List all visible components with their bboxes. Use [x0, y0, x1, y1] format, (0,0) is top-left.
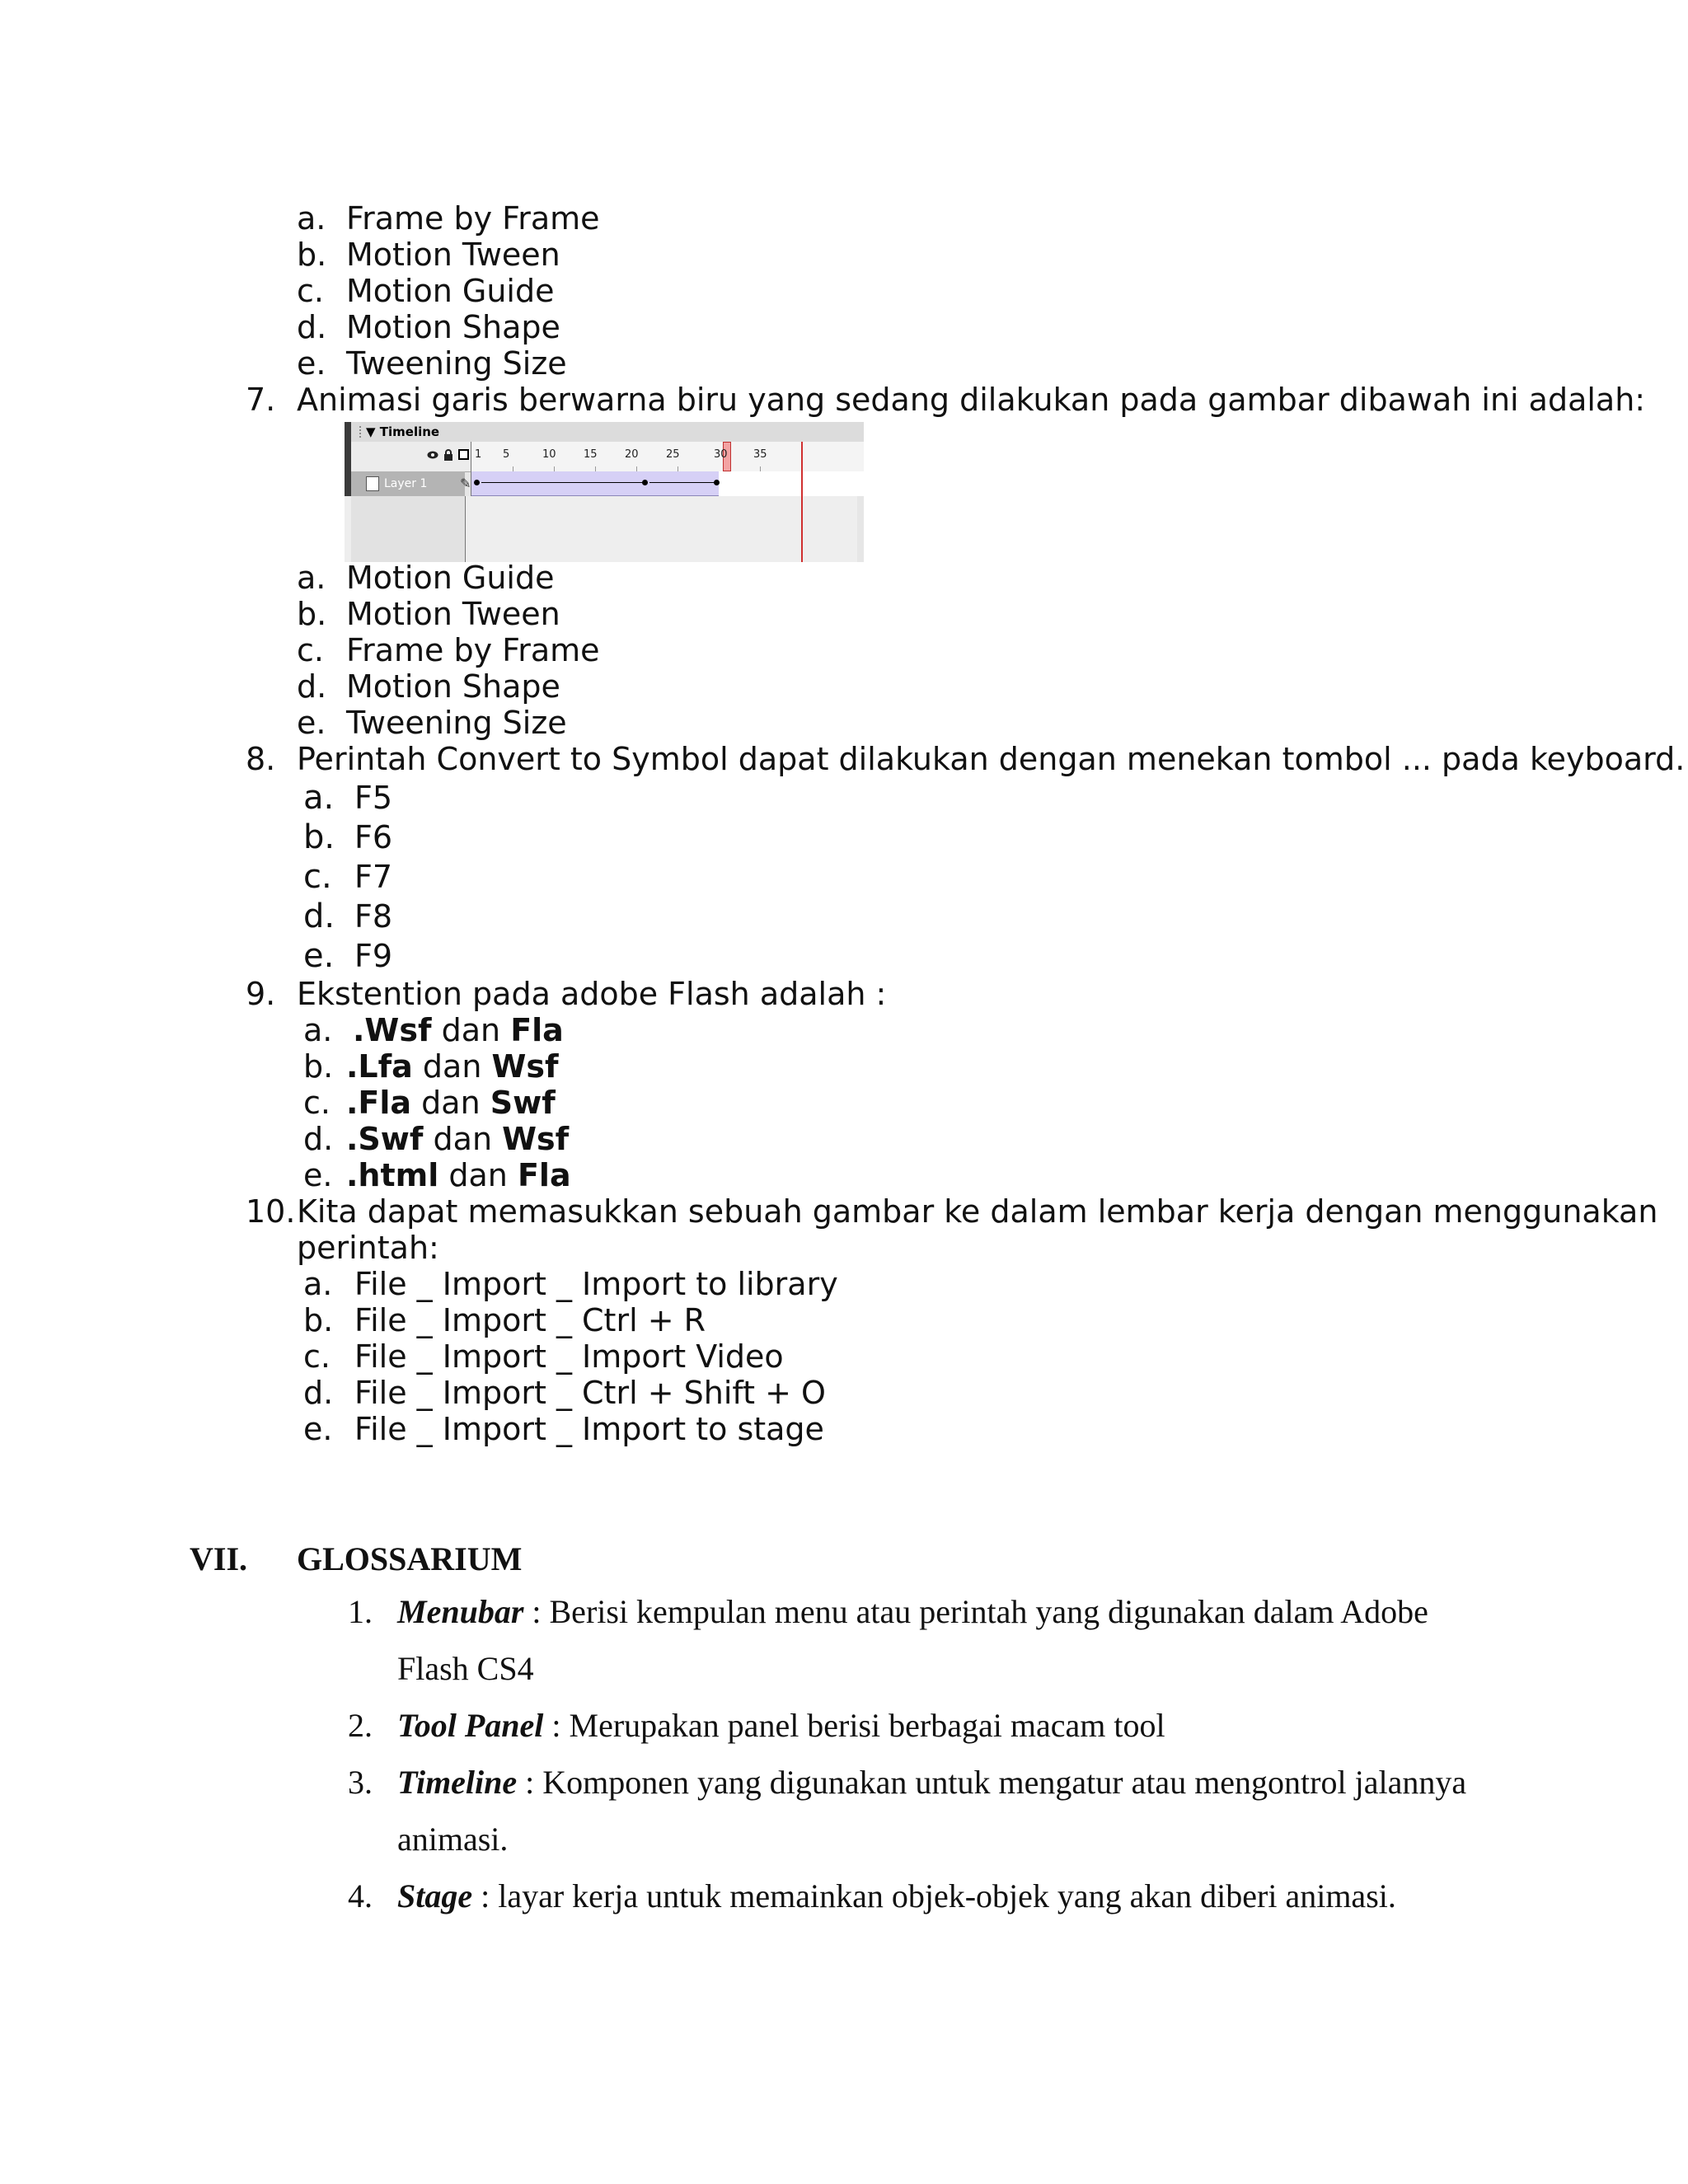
- connector: dan: [448, 1157, 508, 1193]
- question-text: perintah:: [297, 1230, 439, 1266]
- option-text: Frame by Frame: [346, 200, 600, 237]
- connector: dan: [422, 1048, 482, 1085]
- glossary-term: Timeline: [397, 1764, 518, 1801]
- glossary-definition: : Komponen yang digunakan untuk mengatur atau mengontrol jalannya: [517, 1764, 1467, 1801]
- option-text: Motion Guide: [346, 273, 555, 309]
- item-line: [397, 1704, 1165, 1747]
- glossary-term: Stage: [397, 1877, 473, 1915]
- connector: dan: [421, 1085, 481, 1121]
- extension: .Wsf: [353, 1012, 432, 1048]
- option-text: [353, 1012, 564, 1048]
- glossary-term: Menubar: [397, 1593, 524, 1630]
- layer-page-icon: [366, 476, 379, 491]
- option-text: F7: [354, 859, 393, 895]
- option-text: Motion Tween: [346, 596, 560, 632]
- extension: Wsf: [502, 1121, 570, 1157]
- extension: .Fla: [346, 1085, 412, 1121]
- option-letter: b.: [297, 596, 327, 632]
- extension: Wsf: [491, 1048, 559, 1085]
- question-number: 7.: [246, 382, 276, 418]
- option-letter: c.: [297, 632, 324, 668]
- item-number: 4.: [348, 1877, 373, 1915]
- option-text: Motion Shape: [346, 309, 560, 345]
- pencil-icon: ✎: [460, 476, 471, 491]
- section-number: VII.: [190, 1540, 248, 1577]
- keyframe-dot: [474, 480, 480, 485]
- section-title: GLOSSARIUM: [297, 1540, 523, 1577]
- option-letter: d.: [297, 309, 327, 345]
- option-letter: b.: [303, 1048, 334, 1085]
- eye-icon: [427, 450, 438, 460]
- option-text: File _ Import _ Import Video: [354, 1338, 784, 1375]
- option-letter: c.: [303, 1085, 331, 1121]
- item-number: 3.: [348, 1764, 373, 1801]
- keyframe-dot: [642, 480, 648, 485]
- option-text: File _ Import _ Import to stage: [354, 1411, 824, 1447]
- option-letter: b.: [297, 237, 327, 273]
- glossary-definition: : Berisi kempulan menu atau perintah yang digunakan dalam Adobe: [523, 1593, 1428, 1630]
- motion-tween-span: [471, 471, 719, 496]
- question-number: 10.: [246, 1193, 296, 1230]
- frame-ruler: [471, 442, 864, 471]
- option-text: Motion Guide: [346, 560, 555, 596]
- frame-number: 25: [666, 448, 680, 461]
- item-number: 1.: [348, 1593, 373, 1630]
- timeline-layer-controls: [351, 442, 465, 471]
- timeline-layer-row: [351, 471, 864, 496]
- extension: .Swf: [346, 1121, 424, 1157]
- option-letter: e.: [303, 937, 335, 975]
- option-text: [346, 1121, 569, 1157]
- grip-icon: [359, 426, 364, 438]
- question-number: 9.: [246, 976, 276, 1012]
- glossary-term: Tool Panel: [397, 1707, 544, 1744]
- option-letter: e.: [303, 1157, 333, 1193]
- item-line: [397, 1875, 1396, 1918]
- option-text: File _ Import _ Ctrl + Shift + O: [354, 1375, 826, 1411]
- question-text: Kita dapat memasukkan sebuah gambar ke dalam lembar kerja dengan menggunakan: [297, 1193, 1658, 1230]
- option-letter: a.: [297, 560, 326, 596]
- question-text: Animasi garis berwarna biru yang sedang dilakukan pada gambar dibawah ini adalah:: [297, 382, 1646, 418]
- timeline-header: [351, 422, 864, 443]
- item-line: [397, 1761, 1466, 1804]
- option-letter: d.: [303, 1121, 334, 1157]
- tween-arrow: [481, 482, 643, 483]
- option-text: [346, 1157, 571, 1193]
- outline-toggle-icon: [458, 449, 469, 460]
- option-letter: e.: [303, 1411, 333, 1447]
- glossary-definition: : Merupakan panel berisi berbagai macam tool: [543, 1707, 1165, 1744]
- option-letter: a.: [303, 1266, 333, 1302]
- playhead-line: [801, 442, 803, 562]
- option-letter: c.: [303, 858, 332, 896]
- option-text: Tweening Size: [346, 345, 567, 382]
- option-text: F5: [354, 780, 393, 816]
- item-line: [397, 1591, 1428, 1633]
- option-text: F9: [354, 938, 393, 974]
- layer-frames: [471, 471, 864, 496]
- tween-arrow: [649, 482, 715, 483]
- frame-number: 20: [625, 448, 639, 461]
- timeline-screenshot: [345, 422, 864, 562]
- option-text: F6: [354, 819, 393, 855]
- frame-number: 5: [503, 448, 510, 461]
- question-number: 8.: [246, 741, 276, 777]
- option-letter: a.: [303, 1012, 333, 1048]
- option-text: File _ Import _ Import to library: [354, 1266, 838, 1302]
- keyframe-dot: [714, 480, 720, 485]
- extension: Swf: [490, 1085, 556, 1121]
- frame-number: 10: [542, 448, 556, 461]
- option-text: Tweening Size: [346, 705, 567, 741]
- timeline-empty-layers: [351, 496, 466, 562]
- extension: .Lfa: [346, 1048, 413, 1085]
- option-letter: a.: [303, 779, 335, 817]
- glossary-definition: Flash CS4: [397, 1650, 534, 1687]
- frame-number: 15: [584, 448, 598, 461]
- glossary-definition: animasi.: [397, 1821, 509, 1858]
- layer-name: Layer 1: [384, 477, 428, 490]
- frame-number: 35: [753, 448, 767, 461]
- option-letter: e.: [297, 705, 326, 741]
- option-letter: d.: [303, 898, 335, 935]
- glossary-definition: : layar kerja untuk memainkan objek-objek yang akan diberi animasi.: [472, 1877, 1396, 1915]
- option-letter: a.: [297, 200, 326, 237]
- connector: dan: [433, 1121, 493, 1157]
- extension: .html: [346, 1157, 439, 1193]
- option-text: Frame by Frame: [346, 632, 600, 668]
- timeline-title: ▼ Timeline: [366, 424, 440, 439]
- layer-label: [351, 471, 471, 497]
- timeline-ruler-row: [351, 442, 864, 472]
- option-letter: b.: [303, 1302, 334, 1338]
- option-letter: c.: [297, 273, 324, 309]
- option-letter: c.: [303, 1338, 331, 1375]
- option-letter: d.: [303, 1375, 334, 1411]
- question-text: Perintah Convert to Symbol dapat dilakukan dengan menekan tombol ... pada keyboard.: [297, 741, 1686, 777]
- option-text: F8: [354, 898, 393, 935]
- option-text: [346, 1048, 559, 1085]
- lock-icon: [443, 449, 453, 461]
- question-text: Ekstention pada adobe Flash adalah :: [297, 976, 887, 1012]
- item-number: 2.: [348, 1707, 373, 1744]
- option-letter: d.: [297, 668, 327, 705]
- option-letter: b.: [303, 818, 335, 856]
- option-letter: e.: [297, 345, 326, 382]
- connector: dan: [441, 1012, 501, 1048]
- option-text: File _ Import _ Ctrl + R: [354, 1302, 706, 1338]
- timeline-title-text: Timeline: [379, 424, 440, 439]
- extension: Fla: [517, 1157, 571, 1193]
- frame-number: 30: [714, 448, 728, 461]
- option-text: Motion Shape: [346, 668, 560, 705]
- option-text: Motion Tween: [346, 237, 560, 273]
- option-text: [346, 1085, 556, 1121]
- frame-number: 1: [475, 448, 482, 461]
- extension: Fla: [510, 1012, 564, 1048]
